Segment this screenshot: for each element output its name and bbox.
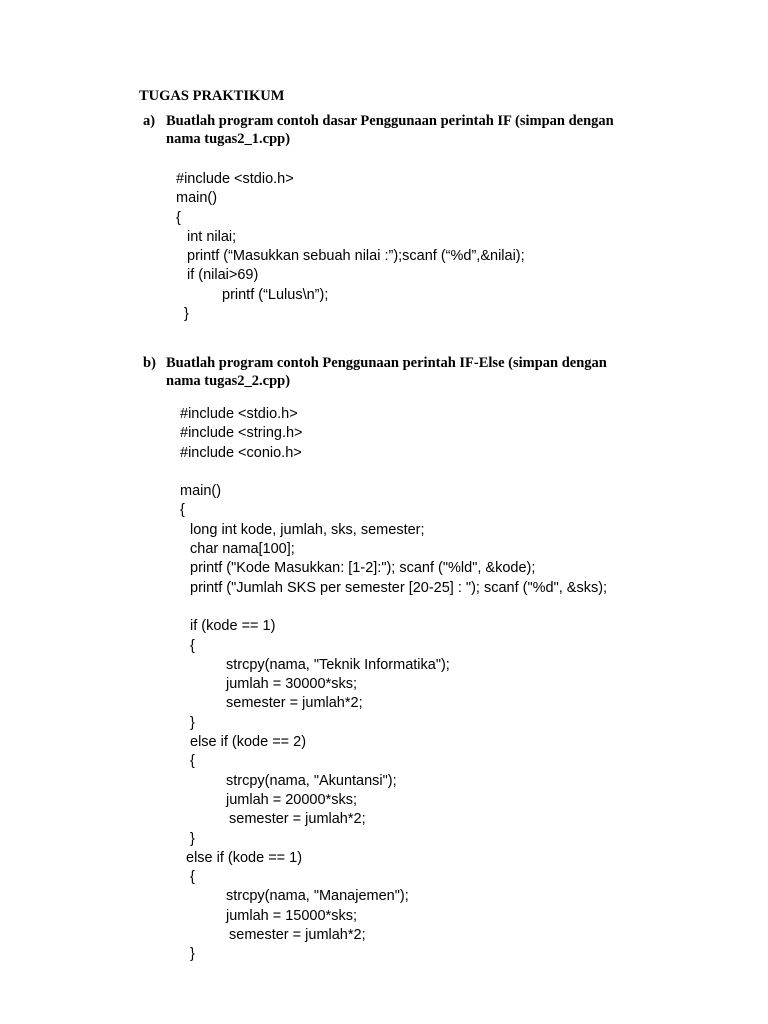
code-line: if (nilai>69) xyxy=(187,267,259,284)
code-line: { xyxy=(190,637,195,654)
code-line: printf (“Masukkan sebuah nilai :”);scanf (“%d”,&nilai); xyxy=(187,248,525,265)
code-line: jumlah = 20000*sks; xyxy=(226,791,357,808)
code-line: } xyxy=(190,830,195,847)
code-line: main() xyxy=(180,483,222,500)
task-a-marker: a) xyxy=(143,113,156,129)
task-a-heading-text xyxy=(166,112,614,148)
code-line: printf ("Jumlah SKS per semester [20-25] : "); scanf ("%d", &sks); xyxy=(190,579,608,596)
task-a-heading-line-2: nama tugas2_1.cpp) xyxy=(166,131,291,147)
code-line: { xyxy=(190,753,195,770)
code-line: { xyxy=(176,209,181,226)
task-b-marker: b) xyxy=(143,355,156,371)
code-line: semester = jumlah*2; xyxy=(229,927,366,944)
code-line: #include <conio.h> xyxy=(180,444,302,461)
code-line: strcpy(nama, "Manajemen"); xyxy=(226,888,409,905)
task-a-heading-line-1: Buatlah program contoh dasar Penggunaan perintah IF (simpan dengan xyxy=(166,113,614,129)
code-line: strcpy(nama, "Teknik Informatika"); xyxy=(226,656,450,673)
code-line: semester = jumlah*2; xyxy=(226,695,363,712)
code-blank-line xyxy=(0,598,768,617)
code-line: main() xyxy=(176,190,218,207)
code-line: printf ("Kode Masukkan: [1-2]:"); scanf ("%ld", &kode); xyxy=(190,560,536,577)
code-line: { xyxy=(190,869,195,886)
code-line: } xyxy=(190,714,195,731)
code-line: else if (kode == 1) xyxy=(186,849,303,866)
code-line: strcpy(nama, "Akuntansi"); xyxy=(226,772,397,789)
code-line: char nama[100]; xyxy=(190,541,295,558)
code-line: semester = jumlah*2; xyxy=(229,811,366,828)
code-line: jumlah = 30000*sks; xyxy=(226,676,357,693)
page-title: TUGAS PRAKTIKUM xyxy=(139,88,285,104)
task-a-code-block xyxy=(0,170,768,324)
code-line: printf (“Lulus\n”); xyxy=(222,286,329,303)
code-line: else if (kode == 2) xyxy=(190,734,307,751)
task-b-heading-line-2: nama tugas2_2.cpp) xyxy=(166,373,291,389)
code-line: { xyxy=(180,502,185,519)
code-line: #include <string.h> xyxy=(180,425,303,442)
code-line: jumlah = 15000*sks; xyxy=(226,907,357,924)
code-line: int nilai; xyxy=(187,228,237,245)
code-line: long int kode, jumlah, sks, semester; xyxy=(190,521,425,538)
code-line: if (kode == 1) xyxy=(190,618,276,635)
task-b-code-block xyxy=(0,405,768,965)
code-line: #include <stdio.h> xyxy=(180,406,298,422)
task-b-heading-text xyxy=(166,354,607,390)
code-blank-line xyxy=(0,463,768,482)
code-line: #include <stdio.h> xyxy=(176,171,294,187)
code-line: } xyxy=(190,946,195,963)
task-b-heading-line-1: Buatlah program contoh Penggunaan perintah IF-Else (simpan dengan xyxy=(166,355,607,371)
code-line: } xyxy=(184,306,189,323)
